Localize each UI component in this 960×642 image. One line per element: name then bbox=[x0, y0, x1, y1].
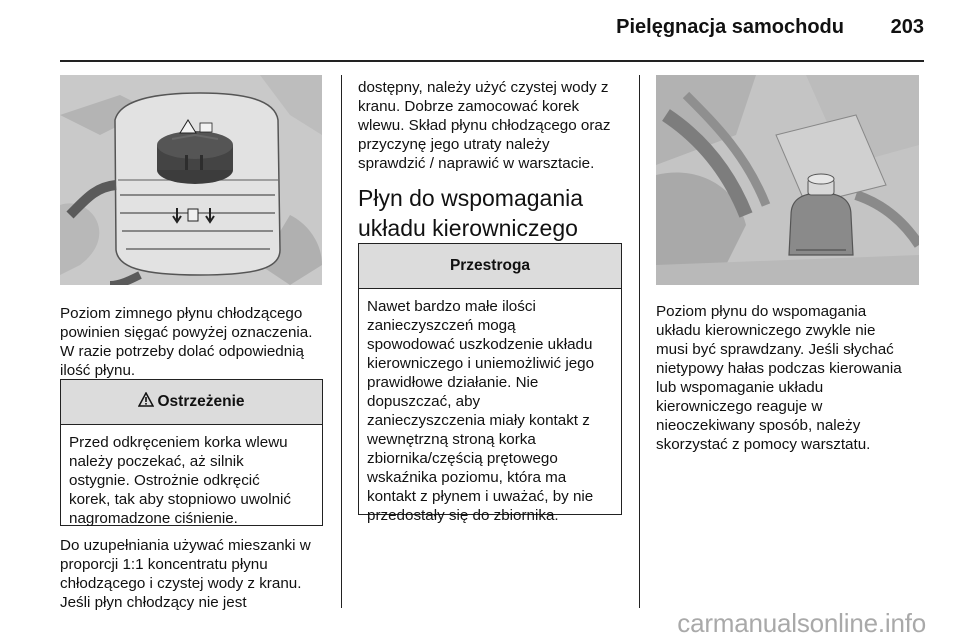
watermark-text: carmanualsonline.info bbox=[677, 608, 926, 638]
header-divider bbox=[60, 60, 924, 62]
caution-box-line: dopuszczać, aby bbox=[367, 393, 481, 410]
coolant-paragraph-line: powinien sięgać powyżej oznaczenia. bbox=[60, 324, 313, 341]
steering-paragraph-line: kierowniczego reaguje w bbox=[656, 398, 823, 415]
caution-box-line: zanieczyszczeń mogą bbox=[367, 317, 516, 334]
coolant-paragraph-line: Poziom zimnego płynu chłodzącego bbox=[60, 305, 303, 322]
steering-paragraph-line: skorzystać z pomocy warsztatu. bbox=[656, 436, 871, 453]
warning-box-line: ostygnie. Ostrożnie odkręcić bbox=[69, 472, 260, 489]
section-heading-line: Płyn do wspomagania bbox=[358, 185, 584, 211]
coolant-paragraph-line: ilość płynu. bbox=[60, 362, 136, 379]
caution-box-line: spowodować uszkodzenie układu bbox=[367, 336, 593, 353]
caution-box-line: zanieczyszczenia miały kontakt z bbox=[367, 412, 590, 429]
warning-box-line: nagromadzone ciśnienie. bbox=[69, 510, 238, 527]
steering-paragraph-line: nieoczekiwany sposób, należy bbox=[656, 417, 861, 434]
steering-paragraph-line: lub wspomaganie układu bbox=[656, 379, 824, 396]
caution-box-line: wewnętrzną stroną korka bbox=[367, 431, 536, 448]
steering-paragraph-line: układu kierowniczego zwykle nie bbox=[656, 322, 876, 339]
caution-box bbox=[358, 243, 622, 524]
caution-box-title: Przestroga bbox=[449, 257, 531, 274]
column-divider-1 bbox=[341, 75, 342, 608]
warning-box-title: Ostrzeżenie bbox=[157, 393, 245, 410]
coolant-paragraph-line: W razie potrzeby dolać odpowiednią bbox=[60, 343, 304, 360]
mixing-paragraph-line: chłodzącego i czystej wody z kranu. bbox=[60, 575, 302, 592]
caution-box-line: kontakt z płynem i uważać, by nie bbox=[367, 488, 594, 505]
power-steering-reservoir-figure bbox=[656, 75, 919, 285]
coolant-reservoir-figure bbox=[60, 75, 322, 285]
section-heading bbox=[358, 183, 633, 243]
steering-paragraph-line: musi być sprawdzany. Jeśli słychać bbox=[656, 341, 894, 358]
continuation-paragraph-line: kranu. Dobrze zamocować korek bbox=[358, 98, 580, 115]
steering-paragraph-line: nietypowy hałas podczas kierowania bbox=[656, 360, 902, 377]
caution-box-line: kierowniczego i uniemożliwić jego bbox=[367, 355, 595, 372]
warning-box-line: Przed odkręceniem korka wlewu bbox=[69, 434, 288, 451]
caution-box-line: wskaźnika poziomu, która ma bbox=[367, 469, 567, 486]
warning-box-header bbox=[61, 380, 322, 425]
section-heading-line: układu kierowniczego bbox=[358, 215, 578, 241]
caution-box-line: Nawet bardzo małe ilości bbox=[367, 298, 536, 315]
warning-box bbox=[60, 379, 323, 526]
mixing-paragraph-line: Jeśli płyn chłodzący nie jest bbox=[60, 594, 247, 611]
page-header-title: Pielęgnacja samochodu bbox=[616, 16, 844, 38]
continuation-paragraph-line: przyczynę jego utraty należy bbox=[358, 136, 550, 153]
mixing-paragraph-line: proporcji 1:1 koncentratu płynu bbox=[60, 556, 268, 573]
caution-box-line: prawidłowe działanie. Nie bbox=[367, 374, 539, 391]
column-divider-2 bbox=[639, 75, 640, 608]
steering-paragraph-line: Poziom płynu do wspomagania bbox=[656, 303, 867, 320]
warning-triangle-icon bbox=[138, 392, 154, 412]
caution-box-line: zbiornika/częścią prętowego bbox=[367, 450, 558, 467]
mixing-paragraph-line: Do uzupełniania używać mieszanki w bbox=[60, 537, 311, 554]
continuation-paragraph-line: dostępny, należy użyć czystej wody z bbox=[358, 79, 609, 96]
warning-box-line: korek, tak aby stopniowo uwolnić bbox=[69, 491, 292, 508]
continuation-paragraph-line: wlewu. Skład płynu chłodzącego oraz bbox=[358, 117, 611, 134]
caution-box-header bbox=[359, 244, 621, 289]
page-number: 203 bbox=[890, 16, 924, 38]
continuation-paragraph-line: sprawdzić / naprawić w warsztacie. bbox=[358, 155, 595, 172]
caution-box-line: przedostały się do zbiornika. bbox=[367, 507, 559, 524]
warning-box-line: należy poczekać, aż silnik bbox=[69, 453, 244, 470]
